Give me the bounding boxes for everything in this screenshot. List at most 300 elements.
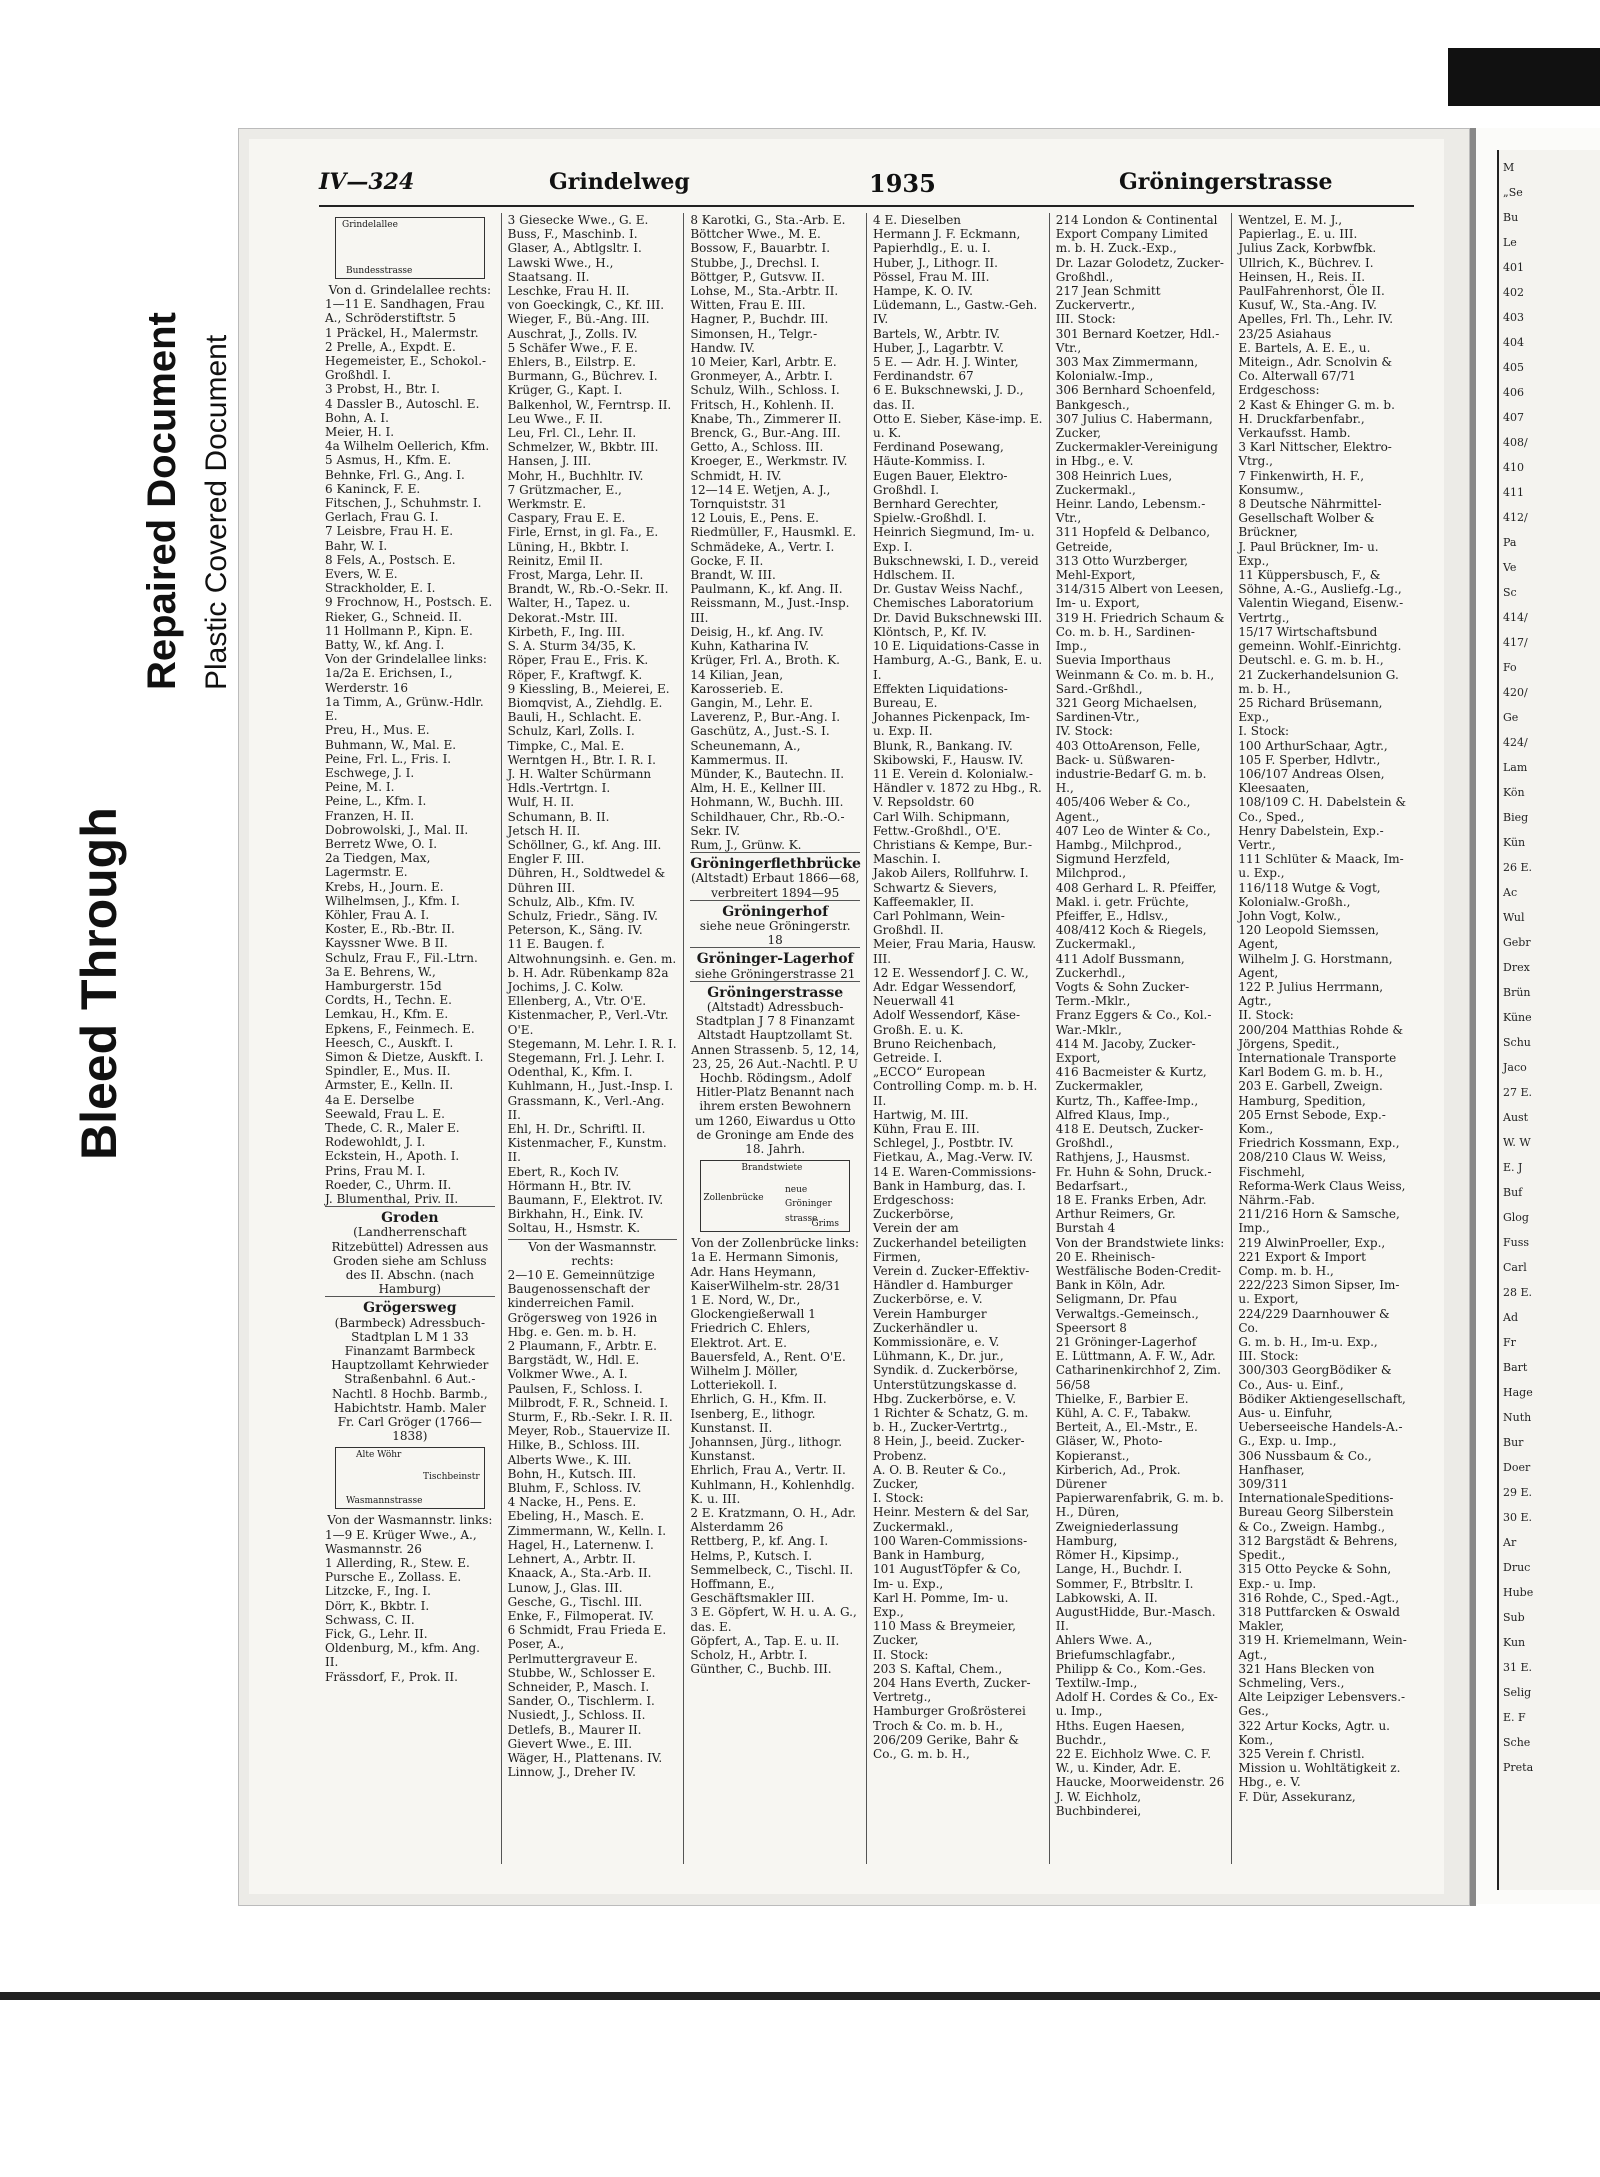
directory-entry: Simonsen, H., Telgr.-Handw. IV. bbox=[690, 326, 818, 355]
directory-entry: G. m. b. H., Im-u. Exp., bbox=[1238, 1335, 1378, 1350]
directory-entry: 10 Meier, Karl, Arbtr. E. bbox=[690, 355, 837, 370]
directory-entry: 8 Karotki, G., Sta.-Arb. E. bbox=[690, 213, 846, 227]
directory-entry: Stegemann, M. Lehr. I. R. I. bbox=[507, 1036, 677, 1051]
directory-entry: 1 E. Nord, W., Dr., Glockengießerwall 1 bbox=[690, 1293, 816, 1322]
directory-entry: 321 Georg Michaelsen, Sardinen-Vtr., bbox=[1055, 695, 1198, 725]
adjacent-entry-fragment: Glog bbox=[1503, 1211, 1529, 1224]
directory-entry: Rieker, G., Schneid. II. bbox=[325, 609, 462, 624]
adjacent-entry-fragment: Sche bbox=[1503, 1736, 1531, 1749]
directory-entry: 322 Artur Kocks, Agtr. u. Kom., bbox=[1238, 1718, 1390, 1747]
directory-entry: John Vogt, Kolw., bbox=[1238, 908, 1341, 923]
directory-entry: Hörmann H., Btr. IV. bbox=[507, 1178, 632, 1193]
directory-entry: 315 Otto Peycke & Sohn, Exp.- u. Imp. bbox=[1238, 1562, 1392, 1591]
street-title-groeningerstrasse: Gröningerstrasse bbox=[690, 981, 860, 1000]
directory-entry: III. Stock: bbox=[1238, 1349, 1299, 1364]
directory-entry: 20 E. Rheinisch-Westfälische Boden-Credit-Bank in Köln, Adr. Seligmann, Dr. Pfau Verwaltgs.-Gemeinsch., Speersort 8 bbox=[1055, 1249, 1221, 1335]
directory-entry: Paulsen, F., Schloss. I. bbox=[507, 1381, 643, 1396]
directory-entry: Timpke, C., Mal. E. bbox=[507, 738, 625, 753]
directory-entry: Münder, K., Bautechn. II. bbox=[690, 766, 845, 781]
adjacent-entry-fragment: 420/ bbox=[1503, 686, 1528, 699]
directory-entry: Spindler, E., Mus. II. bbox=[325, 1064, 451, 1079]
directory-entry: 416 Bacmeister & Kurtz, Zuckermakler, bbox=[1055, 1065, 1207, 1094]
directory-entry: Birkhahn, H., Eink. IV. bbox=[507, 1207, 644, 1222]
directory-entry: 25 Richard Brüsemann, Exp., bbox=[1238, 695, 1383, 725]
adjacent-entry-fragment: Aust bbox=[1503, 1111, 1529, 1124]
directory-entry: Bartels, W., Arbtr. IV. bbox=[873, 326, 1001, 341]
entry-list bbox=[508, 213, 678, 1236]
directory-entry: Evers, W. E. bbox=[325, 567, 398, 582]
directory-entry: 5 Asmus, H., Kfm. E. bbox=[325, 453, 452, 468]
directory-entry: Franz Eggers & Co., Kol.-War.-Mklr., bbox=[1055, 1008, 1212, 1037]
directory-entry: 110 Mass & Breymeier, Zucker, bbox=[873, 1619, 1016, 1648]
adjacent-entry-fragment: 412/ bbox=[1503, 511, 1528, 524]
directory-entry: Carl Pohlmann, Wein-Großhdl. II. bbox=[873, 908, 1005, 938]
directory-entry: Knabe, Th., Zimmerer II. bbox=[690, 411, 842, 426]
directory-entry: 120 Leopold Siemssen, Agent, bbox=[1238, 923, 1380, 952]
street-info-lagerhof: siehe Gröningerstrasse 21 bbox=[694, 966, 856, 981]
directory-entry: Krüger, Frl. A., Broth. K. bbox=[690, 653, 840, 668]
directory-entry: Kühl, A. C. F., Tabakw. bbox=[1055, 1406, 1191, 1421]
directory-entry: Kirbeth, F., Ing. III. bbox=[507, 624, 625, 639]
directory-entry: Witten, Frau E. III. bbox=[690, 298, 806, 313]
adjacent-entry-fragment: „Se bbox=[1503, 186, 1523, 199]
directory-entry: Jochims, J. C. Kolw. bbox=[507, 979, 624, 994]
directory-entry: Heesch, C., Auskft. I. bbox=[325, 1035, 454, 1050]
directory-entry: Prins, Frau M. I. bbox=[325, 1163, 426, 1178]
directory-entry: 1—11 E. Sandhagen, Frau A., Schröderstiftstr. 5 bbox=[325, 297, 485, 326]
directory-entry: 2a Tiedgen, Max, Lagermstr. E. bbox=[325, 851, 431, 880]
directory-entry: Kirberich, Ad., Prok. bbox=[1055, 1462, 1181, 1477]
directory-entry: F. Dür, Assekuranz, bbox=[1238, 1789, 1356, 1804]
directory-entry: J. H. Walter Schürmann Hdls.-Vertrtgn. I. bbox=[507, 766, 652, 796]
adjacent-entry-fragment: 414/ bbox=[1503, 611, 1528, 624]
adjacent-entry-fragment: Gebr bbox=[1503, 936, 1531, 949]
directory-entry: Peine, Frl. L., Fris. I. bbox=[325, 751, 452, 766]
directory-entry: Kistenmacher, F., Kunstm. II. bbox=[507, 1136, 667, 1165]
directory-entry: Stubbe, J., Drechsl. I. bbox=[690, 255, 820, 270]
directory-entry: 5 E. — Adr. H. J. Winter, Ferdinandstr. 67 bbox=[873, 355, 1019, 384]
directory-entry: Labkowski, A. II. bbox=[1055, 1590, 1158, 1605]
map2-label-top: Alte Wöhr bbox=[356, 1450, 402, 1461]
directory-entry: Simon & Dietze, Auskft. I. bbox=[325, 1049, 484, 1064]
directory-entry: 6 Kaninck, F. E. bbox=[325, 481, 421, 496]
directory-entry: Wilhelm J. G. Horstmann, Agent, bbox=[1238, 951, 1393, 980]
directory-entry: Christians & Kempe, Bur.-Maschin. I. bbox=[873, 837, 1033, 867]
directory-entry: 116/118 Wutge & Vogt, Kolonialw.-Großh., bbox=[1238, 880, 1381, 909]
directory-entry: Ebert, R., Koch IV. bbox=[507, 1164, 620, 1179]
directory-entry: Jetsch H. II. bbox=[507, 823, 581, 838]
directory-entry: Hths. Eugen Haesen, Buchdr., bbox=[1055, 1718, 1185, 1747]
directory-entry: Kroeger, E., Werkmstr. IV. bbox=[690, 454, 848, 469]
adjacent-entry-fragment: 406 bbox=[1503, 386, 1524, 399]
directory-entry: Henry Dabelstein, Exp.-Vertr., bbox=[1238, 823, 1384, 852]
side-labels bbox=[70, 200, 240, 1200]
directory-entry: Schwartz & Sievers, Kaffeemakler, II. bbox=[873, 880, 998, 909]
street-title-lagerhof: Gröninger-Lagerhof bbox=[690, 947, 860, 966]
directory-entry: Pössel, Frau M. III. bbox=[873, 269, 990, 284]
directory-entry: Unterstützungskasse d. Hbg. Zuckerbörse, e. V. bbox=[873, 1377, 1017, 1406]
adjacent-entry-fragment: Bur bbox=[1503, 1436, 1524, 1449]
directory-entry: Meier, Frau Maria, Hausw. III. bbox=[873, 937, 1037, 966]
directory-entry: Gläser, W., Photo-Kopieranst., bbox=[1055, 1434, 1163, 1463]
directory-entry: Getto, A., Schloss. III. bbox=[690, 440, 824, 455]
directory-entry: 319 H. Friedrich Schaum & Co. m. b. H., Sardinen-Imp., bbox=[1055, 610, 1225, 654]
directory-entry: Baumann, F., Elektrot. IV. bbox=[507, 1193, 664, 1208]
adjacent-entry-fragment: Carl bbox=[1503, 1261, 1527, 1274]
directory-entry: Leu Wwe., F. II. bbox=[507, 411, 603, 426]
directory-entry: Hagel, H., Laternenw. I. bbox=[507, 1537, 654, 1552]
directory-entry: 407 Leo de Winter & Co., Hambg., Milchprod., bbox=[1055, 823, 1211, 852]
directory-entry: 4a E. Derselbe bbox=[325, 1092, 415, 1107]
directory-entry: Dürener Papierwarenfabrik, G. m. b. H., Düren, Zweigniederlassung Hamburg, bbox=[1055, 1477, 1224, 1548]
adjacent-entry-fragment: Ve bbox=[1503, 561, 1517, 574]
directory-entry: Johannsen, Jürg., lithogr. Kunstanst. bbox=[690, 1435, 843, 1464]
directory-entry: 1a Timm, A., Grünw.-Hdlr. E. bbox=[325, 694, 484, 724]
directory-entry: Julius Zack, Korbwfbk. bbox=[1238, 241, 1377, 256]
adjacent-entry-fragment: Fr bbox=[1503, 1336, 1516, 1349]
adjacent-entry-fragment: Ad bbox=[1503, 1311, 1518, 1324]
directory-entry: 1 Allerding, R., Stew. E. bbox=[325, 1556, 470, 1571]
directory-entry: Seewald, Frau L. E. bbox=[325, 1106, 445, 1121]
entry-list bbox=[1056, 213, 1226, 1818]
directory-entry: Krebs, H., Journ. E. bbox=[325, 879, 444, 894]
directory-entry: Internationale Transporte Karl Bodem G. m. b. H., bbox=[1238, 1050, 1397, 1080]
directory-entry: Buss, F., Maschinb. I. bbox=[507, 227, 638, 242]
directory-entry: Schumann, B. II. bbox=[507, 809, 610, 824]
directory-entry: Huber, J., Lithogr. II. bbox=[873, 255, 998, 270]
directory-entry: Meier, H. I. bbox=[325, 425, 395, 440]
directory-entry: 4a Wilhelm Oellerich, Kfm. bbox=[325, 439, 490, 454]
directory-entry: Roeder, C., Uhrm. II. bbox=[325, 1177, 452, 1192]
directory-entry: Hermann J. F. Eckmann, Papierhdlg., E. u. I. bbox=[873, 227, 1021, 256]
directory-entry: Ueberseeische Handels-A.-G., Exp. u. Imp., bbox=[1238, 1420, 1403, 1449]
street-title-groeningerhof: Gröningerhof bbox=[690, 900, 860, 919]
directory-entry: 100 Waren-Commissions-Bank in Hamburg, bbox=[873, 1533, 1028, 1563]
directory-entry: Lawski Wwe., H., Staatsang. II. bbox=[507, 255, 614, 284]
directory-entry: Jakob Ailers, Rollfuhrw. I. bbox=[873, 866, 1029, 881]
directory-entry: 21 Gröninger-Lagerhof bbox=[1055, 1335, 1197, 1350]
directory-entry: Alfred Klaus, Imp., bbox=[1055, 1107, 1170, 1122]
directory-entry: Karl H. Pomme, Im- u. Exp., bbox=[873, 1590, 1009, 1619]
directory-entry: 211/216 Horn & Samsche, Imp., bbox=[1238, 1207, 1400, 1236]
directory-entry: Kuhn, Katharina IV. bbox=[690, 639, 810, 654]
directory-entry: 5 Schäfer Wwe., F. E. bbox=[507, 340, 638, 355]
map2-label-bottom: Wasmannstrasse bbox=[346, 1496, 423, 1507]
adjacent-entry-fragment: Kun bbox=[1503, 1636, 1526, 1649]
directory-entry: Schwass, C. II. bbox=[325, 1612, 415, 1627]
adjacent-entry-fragment: 30 E. bbox=[1503, 1511, 1533, 1524]
column-4 bbox=[867, 213, 1050, 1864]
directory-entry: Berteit, A., El.-Mstr., E. bbox=[1055, 1420, 1198, 1435]
directory-entry: Hampe, K. O. IV. bbox=[873, 284, 973, 299]
directory-entry: 23/25 Asiahaus bbox=[1238, 326, 1332, 341]
directory-entry: Litzcke, F., Ing. I. bbox=[325, 1584, 431, 1599]
directory-entry: Rettberg, P., kf. Ang. I. bbox=[690, 1534, 829, 1549]
directory-entry: 208/210 Claus W. Weiss, Fischmehl, bbox=[1238, 1150, 1387, 1179]
directory-entry: Syndik. d. Zuckerbörse, bbox=[873, 1363, 1019, 1378]
directory-entry: Walter, H., Tapez. u. Dekorat.-Mstr. III. bbox=[507, 596, 631, 625]
directory-entry: Zuckermakler-Vereinigung in Hbg., e. V. bbox=[1055, 440, 1218, 469]
entry-list bbox=[325, 297, 495, 1206]
scanner-bottom-band bbox=[0, 1992, 1600, 2000]
adjacent-entry-fragment: Ar bbox=[1503, 1536, 1517, 1549]
adjacent-entry-fragment: 407 bbox=[1503, 411, 1524, 424]
directory-columns bbox=[319, 213, 1414, 1864]
directory-entry: 11 Küppersbusch, F., & Söhne, A.-G., Ausliefg.-Lg., bbox=[1238, 568, 1402, 597]
directory-entry: Ehl, H. Dr., Schriftl. II. bbox=[507, 1122, 646, 1136]
directory-entry: Volkmer Wwe., A. I. bbox=[507, 1367, 628, 1382]
directory-entry: 22 E. Eichholz Wwe. C. F. W., u. Kinder, Adr. E. Haucke, Moorweidenstr. 26 bbox=[1055, 1746, 1225, 1790]
directory-entry: 1—9 E. Krüger Wwe., A., Wasmannstr. 26 bbox=[325, 1527, 477, 1556]
adjacent-entry-fragment: W. W bbox=[1503, 1136, 1531, 1149]
directory-page bbox=[249, 139, 1444, 1894]
directory-entry: Sommer, F., Btrbsltr. I. bbox=[1055, 1576, 1194, 1591]
adjacent-entry-fragment: Drex bbox=[1503, 961, 1530, 974]
adjacent-entry-fragment: M bbox=[1503, 161, 1515, 174]
directory-entry: Thielke, F., Barbier E. bbox=[1055, 1391, 1189, 1406]
directory-entry: Günther, C., Buchb. III. bbox=[690, 1662, 832, 1677]
directory-entry: PaulFahrenhorst, Öle II. bbox=[1238, 284, 1385, 299]
directory-entry: Bahr, W. I. bbox=[325, 538, 388, 553]
directory-entry: Böttcher Wwe., M. E. bbox=[690, 227, 821, 242]
directory-entry: 2 Kast & Ehinger G. m. b. H. Druckfarbenfabr., Verkaufsst. Hamb. bbox=[1238, 397, 1395, 441]
directory-entry: 206/209 Gerike, Bahr & Co., G. m. b. H., bbox=[873, 1732, 1019, 1761]
adjacent-entry-fragment: 424/ bbox=[1503, 736, 1528, 749]
adjacent-entry-fragment: 403 bbox=[1503, 311, 1524, 324]
street-title-flethbruecke: Gröningerflethbrücke bbox=[690, 852, 860, 871]
adjacent-entry-fragment: 404 bbox=[1503, 336, 1524, 349]
directory-entry: Hansen, J. III. bbox=[507, 454, 592, 469]
directory-entry: Huber, J., Lagarbtr. V. bbox=[873, 340, 1004, 355]
directory-entry: Brenck, G., Bur.-Ang. III. bbox=[690, 426, 841, 441]
map2-label-mid: Tischbeinstr bbox=[423, 1472, 480, 1483]
map-label-top: Grindelallee bbox=[342, 220, 398, 230]
directory-entry: 6 Schmidt, Frau Frieda E. bbox=[507, 1623, 667, 1638]
directory-entry: 12—14 E. Wetjen, A. J., Tornquiststr. 31 bbox=[690, 482, 831, 512]
adjacent-entry-fragment: Kön bbox=[1503, 786, 1525, 799]
directory-entry: Alte Leipziger Lebensvers.-Ges., bbox=[1238, 1690, 1406, 1719]
directory-entry: Bluhm, F., Schloss. IV. bbox=[507, 1481, 642, 1496]
directory-entry: 9 Frochnow, H., Postsch. E. bbox=[325, 595, 493, 610]
directory-entry: Eugen Bauer, Elektro-Großhdl. I. bbox=[873, 468, 1008, 497]
directory-entry: IV. Stock: bbox=[1055, 724, 1113, 739]
adjacent-entry-fragment: E. F bbox=[1503, 1711, 1526, 1724]
scanned-page bbox=[238, 128, 1470, 1906]
directory-entry: 122 P. Julius Herrmann, Agtr., bbox=[1238, 979, 1384, 1009]
directory-entry: Hohmann, W., Buchh. III. bbox=[690, 795, 844, 810]
directory-entry: Enke, F., Filmoperat. IV. bbox=[507, 1608, 654, 1623]
directory-entry: Römer H., Kipsimp., bbox=[1055, 1548, 1180, 1563]
adjacent-entry-fragment: 26 E. bbox=[1503, 861, 1533, 874]
plastic-covered-label: Plastic Covered Document bbox=[200, 334, 233, 690]
directory-entry: Effekten Liquidations-Bureau, E. bbox=[873, 681, 1008, 710]
street-info-groeningerhof: siehe neue Gröningerstr. 18 bbox=[699, 918, 851, 948]
directory-entry: Friedrich Kossmann, Exp., bbox=[1238, 1136, 1400, 1151]
directory-entry: Gerlach, Frau G. I. bbox=[325, 510, 439, 525]
directory-entry: 222/223 Simon Sipser, Im- u. Export, bbox=[1238, 1278, 1400, 1307]
header-year: 1935 bbox=[869, 169, 936, 198]
adjacent-entry-fragment: 28 E. bbox=[1503, 1286, 1533, 1299]
directory-entry: 408/412 Koch & Riegels, Zuckermakl., bbox=[1055, 923, 1207, 952]
directory-entry: Schlegel, J., Postbtr. IV. bbox=[873, 1136, 1014, 1151]
directory-entry: II. Stock: bbox=[873, 1647, 929, 1662]
entry-list bbox=[1238, 213, 1408, 1804]
directory-entry: Bruno Reichenbach, Getreide. I. bbox=[873, 1036, 997, 1065]
directory-entry: Johannes Pickenpack, Im- u. Exp. II. bbox=[873, 710, 1030, 739]
directory-entry: 217 Jean Schmitt Zuckervertr., bbox=[1055, 284, 1161, 313]
directory-entry: Linnow, J., Dreher IV. bbox=[507, 1765, 636, 1780]
directory-entry: I. Stock: bbox=[1238, 724, 1290, 739]
page-number: IV—324 bbox=[319, 169, 415, 195]
directory-entry: 7 Finkenwirth, H. F., Konsumw., bbox=[1238, 468, 1365, 497]
adjacent-entry-fragment: 402 bbox=[1503, 286, 1524, 299]
directory-entry: Rodewohldt, J. I. bbox=[325, 1135, 426, 1150]
dark-edge-strip bbox=[1448, 48, 1600, 106]
directory-entry: „ECCO“ European Controlling Comp. m. b. H. II. bbox=[873, 1065, 1038, 1108]
directory-entry: J. Paul Brückner, Im- u. Exp., bbox=[1238, 539, 1379, 568]
directory-entry: 101 AugustTöpfer & Co, Im- u. Exp., bbox=[873, 1562, 1021, 1591]
directory-entry: Eckstein, H., Apoth. I. bbox=[325, 1149, 460, 1164]
directory-entry: 1a/2a E. Erichsen, I., Werderstr. 16 bbox=[325, 666, 453, 695]
directory-entry: Philipp & Co., Kom.-Ges. Textilw.-Imp., bbox=[1055, 1661, 1207, 1690]
directory-entry: Lemkau, H., Kfm. E. bbox=[325, 1007, 449, 1022]
directory-entry: Schneider, P., Masch. I. bbox=[507, 1679, 650, 1694]
directory-entry: Bohn, H., Kutsch. III. bbox=[507, 1466, 637, 1481]
directory-entry: Armster, E., Kelln. II. bbox=[325, 1078, 454, 1093]
directory-entry: II. Stock: bbox=[1238, 1008, 1294, 1023]
directory-entry: Scheunemann, A., Kammermus. II. bbox=[690, 738, 801, 767]
directory-entry: Schmelzer, W., Bkbtr. III. bbox=[507, 440, 659, 455]
directory-entry: Stubbe, W., Schlosser E. bbox=[507, 1665, 656, 1680]
directory-entry: Bauersfeld, A., Rent. O'E. bbox=[690, 1349, 846, 1364]
directory-entry: A. O. B. Reuter & Co., Zucker, bbox=[873, 1462, 1007, 1492]
directory-entry: Eschwege, J. I. bbox=[325, 765, 415, 780]
directory-entry: Bossow, F., Bauarbtr. I. bbox=[690, 241, 831, 256]
column-3 bbox=[684, 213, 867, 1864]
directory-entry: Peine, M. I. bbox=[325, 780, 395, 795]
adjacent-entry-fragment: 29 E. bbox=[1503, 1486, 1533, 1499]
directory-entry: Scholz, H., Arbtr. I. bbox=[690, 1648, 808, 1663]
directory-entry: Heinr. Mestern & del Sar, Zuckermakl., bbox=[873, 1505, 1030, 1534]
directory-entry: Kuhlmann, H., Kohlenhdlg. K. u. III. bbox=[690, 1477, 855, 1506]
adjacent-entry-fragment: Brün bbox=[1503, 986, 1531, 999]
directory-entry: Röper, Frau E., Fris. K. bbox=[507, 653, 649, 668]
directory-entry: Wilhelmsen, J., Kfm. I. bbox=[325, 893, 460, 908]
directory-entry: Bauli, H., Schlacht. E. bbox=[507, 710, 642, 725]
directory-entry: 319 H. Kriemelmann, Wein-Agt., bbox=[1238, 1633, 1407, 1662]
adjacent-entry-fragment: E. J bbox=[1503, 1161, 1523, 1174]
directory-entry: Otto E. Sieber, Käse-imp. E. u. K. bbox=[873, 411, 1043, 441]
directory-entry: Blunk, R., Bankang. IV. bbox=[873, 738, 1013, 753]
directory-entry: Hartwig, M. III. bbox=[873, 1107, 969, 1122]
adjacent-entry-fragment: Fuss bbox=[1503, 1236, 1530, 1249]
directory-entry: 1 Richter & Schatz, G. m. b. H., Zucker-Vertrtg., bbox=[873, 1406, 1029, 1435]
directory-entry: Back- u. Süßwaren-industrie-Bedarf G. m. b. H., bbox=[1055, 752, 1207, 796]
repaired-document-label: Repaired Document bbox=[140, 312, 184, 690]
directory-entry: Odenthal, K., Kfm. I. bbox=[507, 1065, 633, 1080]
directory-entry: Epkens, F., Feinmech. E. bbox=[325, 1021, 475, 1036]
directory-entry: Kistenmacher, P., Verl.-Vtr. O'E. bbox=[507, 1008, 669, 1037]
directory-entry: 11 E. Verein d. Kolonialw.-Händler v. 1872 zu Hbg., R. V. Repsoldstr. 60 bbox=[873, 766, 1042, 810]
directory-entry: Sturm, F., Rb.-Sekr. I. R. II. bbox=[507, 1410, 673, 1425]
street-info-grogersweg: (Barmbeck) Adressbuch-Stadtplan L M 1 33 Finanzamt Barmbeck Hauptzollamt Kehrwieder Straßenbahnl. 6 Aut.-Nachtl. 8 Hochb. Barmb., Habichtstr. Hamb. Maler Fr. Carl Gröger (1766—1838) bbox=[331, 1315, 489, 1444]
directory-entry: Franzen, H. II. bbox=[325, 808, 415, 823]
directory-entry: Milbrodt, F. R., Schneid. I. bbox=[507, 1395, 669, 1410]
directory-entry: Semmelbeck, C., Tischl. II. bbox=[690, 1562, 854, 1577]
directory-entry: 200/204 Matthias Rohde & Jörgens, Spedit., bbox=[1238, 1022, 1404, 1051]
directory-entry: Verein der am Zuckerhandel beteiligten Firmen, bbox=[873, 1221, 1027, 1264]
directory-entry: 21 Zuckerhandelsunion G. m. b. H., bbox=[1238, 667, 1399, 696]
header-street-right: Gröningerstrasse bbox=[1119, 169, 1333, 195]
adjacent-entry-fragment: 405 bbox=[1503, 361, 1524, 374]
directory-entry: Glaser, A., Abtlgsltr. I. bbox=[507, 241, 642, 256]
directory-entry: 3 Karl Nittscher, Elektro-Vtrg., bbox=[1238, 440, 1392, 469]
directory-entry: Verein Hamburger Zuckerhändler u. Kommissionäre, e. V. bbox=[873, 1306, 1000, 1350]
street-title-grogersweg: Grögersweg bbox=[325, 1296, 495, 1315]
directory-entry: 7 Leisbre, Frau H. E. bbox=[325, 524, 454, 539]
directory-entry: Koster, E., Rb.-Btr. II. bbox=[325, 922, 455, 937]
map3-label-top: Brandstwiete bbox=[741, 1163, 803, 1174]
directory-entry: Leu, Frl. Cl., Lehr. II. bbox=[507, 426, 637, 441]
directory-entry: Adolf Wessendorf, Käse-Großh. E. u. K. bbox=[873, 1008, 1021, 1037]
directory-entry: 203 E. Garbell, Zweign. Hamburg, Spedition, bbox=[1238, 1079, 1383, 1108]
directory-entry: Batty, W., kf. Ang. I. bbox=[325, 638, 445, 653]
directory-entry: Biomqvist, A., Ziehdlg. E. bbox=[507, 695, 663, 710]
directory-entry: Klöntsch, P., Kf. IV. bbox=[873, 624, 987, 639]
page-header bbox=[319, 169, 1414, 199]
directory-entry: Schulz, Frau F., Fil.-Ltrn. bbox=[325, 950, 478, 965]
directory-entry: 18 E. Franks Erben, Adr. Arthur Reimers, Gr. Burstah 4 bbox=[1055, 1193, 1207, 1236]
directory-entry: Lüning, H., Bkbtr. I. bbox=[507, 539, 630, 554]
map3-label-mid: neue Gröninger strasse bbox=[785, 1185, 832, 1224]
directory-entry: 224/229 Daarnhouwer & Co. bbox=[1238, 1306, 1390, 1335]
column-6 bbox=[1232, 213, 1414, 1864]
directory-entry: Ehlers, B., Eilstrp. E. bbox=[507, 355, 636, 370]
entry-list bbox=[690, 213, 860, 852]
directory-entry: Deisig, H., kf. Ang. IV. bbox=[690, 624, 824, 639]
directory-entry: Riedmüller, F., Hausmkl. E. bbox=[690, 525, 857, 540]
directory-entry: Wilhelm J. Möller, Lotteriekoll. I. bbox=[690, 1364, 799, 1393]
adjacent-entry-fragment: Ge bbox=[1503, 711, 1519, 724]
adjacent-entry-fragment: Küne bbox=[1503, 1011, 1532, 1024]
directory-entry: 214 London & Continental Export Company Limited m. b. H. Zuck.-Exp., bbox=[1055, 213, 1218, 256]
directory-entry: Fritsch, H., Kohlenh. II. bbox=[690, 397, 835, 412]
directory-entry: Suevia Importhaus Weinmann & Co. m. b. H., Sard.-Grßhdl., bbox=[1055, 653, 1215, 696]
directory-entry: Dr. Gustav Weiss Nachf., Chemisches Laboratorium Dr. David Bukschnewski III. bbox=[873, 582, 1043, 625]
directory-entry: Gesche, G., Tischl. III. bbox=[507, 1594, 643, 1609]
map3-label-side: Zollenbrücke bbox=[703, 1193, 764, 1204]
entry-list-2 bbox=[508, 1268, 678, 1779]
directory-entry: Peterson, K., Säng. IV. bbox=[507, 923, 643, 938]
directory-entry: 12 Louis, E., Pens. E. bbox=[690, 511, 819, 526]
directory-entry: Nusiedt, J., Schloss. II. bbox=[507, 1708, 646, 1723]
directory-entry: Reforma-Werk Claus Weiss, Nährm.-Fab. bbox=[1238, 1178, 1406, 1208]
directory-entry: 316 Rohde, C., Sped.-Agt., bbox=[1238, 1590, 1400, 1605]
adjacent-entry-fragment: Nuth bbox=[1503, 1411, 1532, 1424]
adjacent-entry-fragment: 411 bbox=[1503, 486, 1524, 499]
adjacent-entry-fragment: Le bbox=[1503, 236, 1517, 249]
directory-entry: Schulz, Karl, Zolls. I. bbox=[507, 724, 635, 739]
directory-entry: Buhmann, W., Mal. E. bbox=[325, 737, 457, 752]
directory-entry: 2 E. Kratzmann, O. H., Adr. Alsterdamm 26 bbox=[690, 1506, 857, 1535]
directory-entry: 4 Dassler B., Autoschl. E. bbox=[325, 396, 480, 411]
section-intro: Von der Wasmannstr. rechts: bbox=[508, 1239, 678, 1268]
directory-entry: Kusuf, W., Sta.-Ang. IV. bbox=[1238, 298, 1377, 313]
directory-entry: Gronmeyer, A., Arbtr. I. bbox=[690, 369, 833, 384]
street-map-groeningerstrasse bbox=[700, 1160, 850, 1232]
column-2 bbox=[502, 213, 685, 1864]
directory-entry: Poser, A., Perlmuttergraveur E. bbox=[507, 1637, 638, 1666]
